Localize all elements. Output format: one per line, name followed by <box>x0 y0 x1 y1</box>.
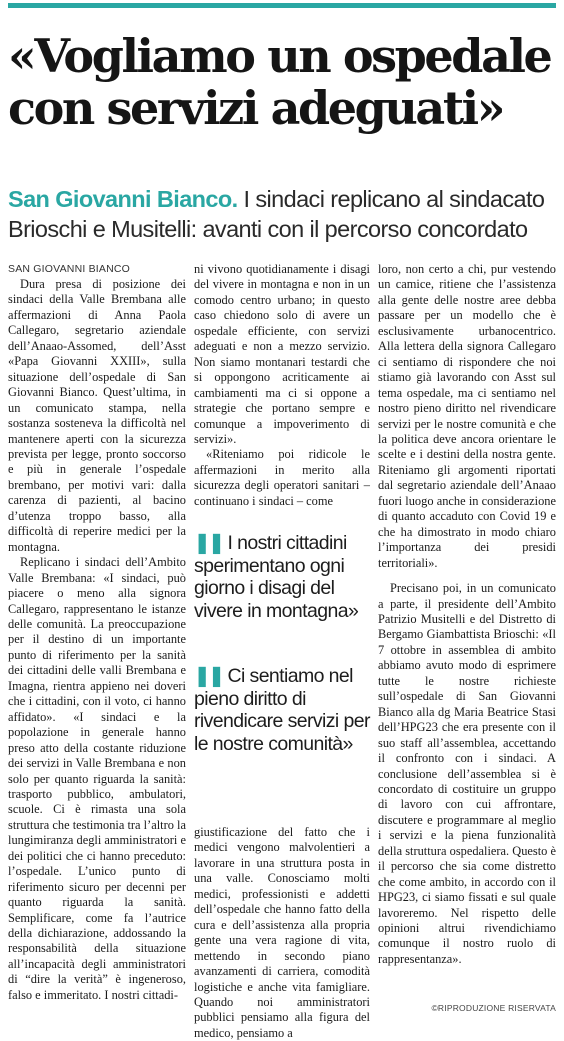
paragraph: Precisano poi, in un comunicato a parte, il presidente dell’Ambito Patrizio Musitelli e del Distretto di Bergamo Giambattista Brioschi: «Il 7 ottobre in assemblea di ambito abbiamo avuto modo di esprimere tutte le nostre richieste sull’ospedale di San Giovanni Bianco alla dg Maria Beatrice Stasi dell’HPG23 che era presente con il suo staff all’assemblea, accettando il confronto con i sindaci. A conclusione dell’assemblea si è concordato di costituire un gruppo di lavoro con cui affrontare, discutere e programmare al meglio i servizi e la piena funzionalità della struttura ospedaliera. Questo è il percorso che sia come distretto che come ambito, in accordo con il HPG23, ci siamo fissati e sul quale lavoreremo. Nel rispetto delle opinioni altrui rivendichiamo comunque il nostro ruolo di rappresentanza». <box>378 581 556 966</box>
subtitle-place: San Giovanni Bianco. <box>8 186 238 212</box>
accent-rule <box>8 3 556 8</box>
subtitle <box>8 184 556 244</box>
dateline: SAN GIOVANNI BIANCO <box>8 263 131 275</box>
column-2-continuation <box>194 825 370 1041</box>
pull-quote-1-text: I nostri cittadini sperimentano ogni giorno i disagi del vivere in montagna» <box>194 532 359 622</box>
quote-mark-icon: ❚❚ <box>194 532 223 554</box>
subtitle-line-2: Brioschi e Musitelli: avanti con il percorso concordato <box>8 216 528 242</box>
headline <box>8 30 556 134</box>
paragraph: Dura presa di posizione dei sindaci della Valle Brembana alle affermazioni di Anna Paola Callegaro, segretario aziendale dell’Anaao-Assomed, dell’Asst «Papa Giovanni XXIII», sulla situazione dell’ospedale di San Giovanni Bianco. Quest’ultima, in un comunicato stampa, nella sostanza sosteneva la difficoltà nel mantenere aperti con la sicurezza prevista per legge, pronto soccorso e più in generale l’ospedale brembano, per motivi vari: dalla carenza di pazienti, al bacino d’utenza troppo basso, alla difficoltà di reperire medici per la montagna. <box>8 277 186 554</box>
column-2 <box>194 262 370 1040</box>
subtitle-line-1-text: I sindaci replicano al sindacato <box>237 186 545 212</box>
paragraph: Replicano i sindaci dell’Ambito Valle Brembana: «I sindaci, può piacere o meno alla signora Callegaro, rappresentano le istanze delle comunità. La preoccupazione per il destino di un importante punto di riferimento per la sanità dei cittadini delle valli Brembana e Imagna, rientra appieno nei doveri che i cittadini, con il voto, ci hanno affidato». «I sindaci e la popolazione in generale hanno preso atto della costante riduzione dei servizi in Valle Brembana e non solo per quanto riguarda la sanità: trasporto pubblico, ambulatori, scuole. Ci è rimasta una sola struttura che testimonia tra l’altro la lungimiranza degli amministratori e dei politici che ci hanno preceduto: l’ospedale. L’unico punto di riferimento sicuro per decenni per quanto riguarda la sanità. Semplificare, come fa l’autrice della dichiarazione, addossando la responsabilità della situazione all’incapacità degli amministratori di “dire la verità” è ingeneroso, falso e immeritato. I nostri cittadi- <box>8 555 186 1002</box>
column-3 <box>378 262 556 967</box>
quote-mark-icon: ❚❚ <box>194 665 223 687</box>
paragraph: «Riteniamo poi ridicole le affermazioni in merito alla sicurezza degli operatori sanitari – continuano i sindaci – come <box>194 447 370 508</box>
headline-line-1: «Vogliamo un ospedale <box>8 29 551 83</box>
column-1 <box>8 262 186 1003</box>
paragraph: ni vivono quotidianamente i disagi del vivere in montagna e non in un comodo centro urbano; in questo caso chiedono solo di avere un ospedale efficiente, con servizi adeguati e non a mezzo servizio. Non siamo montanari testardi che si oppongono acriticamente ai cambiamenti ma ci si oppone a strategie che portano sempre e comunque a impoverimento di servizi». <box>194 262 370 446</box>
paragraph: loro, non certo a chi, pur vestendo un camice, ritiene che l’assistenza alla gente delle nostre aree debba passare per un modello che è esclusivamente urbanocentrico. Alla lettera della signora Callegaro ci sentiamo di rispondere che noi stiamo già lavorando con Asst sul tema ospedale, ma ci sentiamo nel nostro pieno diritto nel rivendicare servizi per le nostre comunità e che la politica deve ancora orientare le scelte e i destini della nostra gente. Riteniamo gli argomenti riportati dal segretario aziendale dell’Anaao fuori luogo anche in considerazione di quanto accaduto con Covid 19 e che ha dimostrato in modo chiaro l’importanza dei presidi territoriali». <box>378 262 556 570</box>
copyright-notice: ©RIPRODUZIONE RISERVATA <box>431 1003 556 1013</box>
paragraph: giustificazione del fatto che i medici vengono malvolentieri a lavorare in una struttura posta in una valle. Conosciamo molti medici, professionisti e addetti dell’ospedale che hanno fatto della cura e dell’assistenza alla propria gente una vera ragione di vita, mettendo in secondo piano avanzamenti di carriera, comodità logistiche e anche vita famigliare. Quando noi amministratori pubblici pensiamo alla figura del medico, pensiamo a <box>194 825 370 1040</box>
subtitle-line-1 <box>8 184 556 214</box>
pull-quote-2 <box>194 665 370 755</box>
pull-quote-1 <box>194 532 370 622</box>
pull-quote-2-text: Ci sentiamo nel pieno diritto di rivendicare servizi per le nostre comunità» <box>194 665 370 755</box>
headline-line-2: con servizi adeguati» <box>8 81 504 135</box>
